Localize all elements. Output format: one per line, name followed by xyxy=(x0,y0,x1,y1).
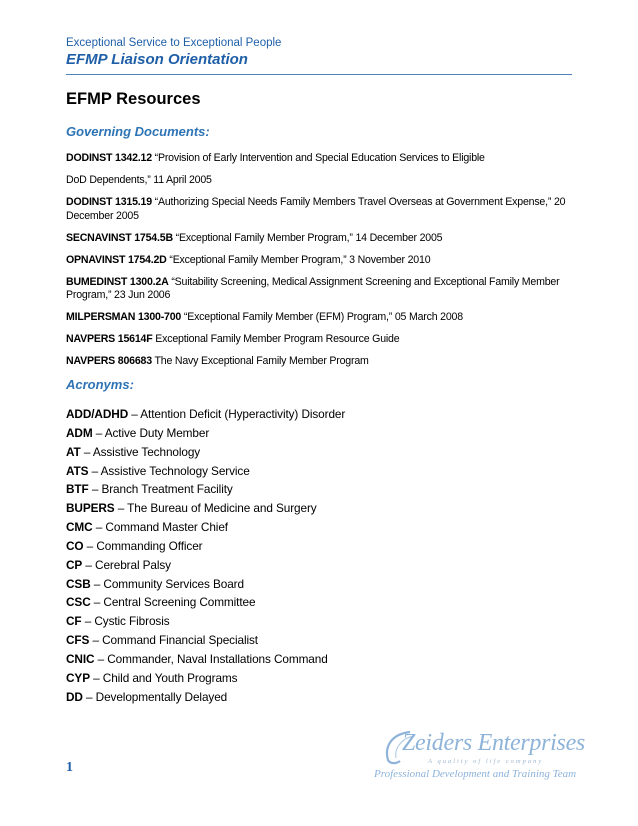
acronym-item xyxy=(66,405,345,424)
document-code: BUMEDINST 1300.2A xyxy=(66,275,169,288)
document-title: Exceptional Family Member Program Resource Guide xyxy=(152,333,400,345)
acronym-definition: – Commanding Officer xyxy=(83,538,203,553)
governing-document-item xyxy=(66,196,576,223)
document-title: “Suitability Screening, Medical Assignment Screening and Exceptional Family Member Program,” 23 Jun 2006 xyxy=(66,275,560,301)
acronym-definition: – The Bureau of Medicine and Surgery xyxy=(114,501,317,516)
zeiders-logo xyxy=(374,728,595,784)
acronyms-list xyxy=(66,405,345,707)
governing-document-item xyxy=(66,311,576,325)
acronym-abbreviation: CNIC xyxy=(66,651,95,666)
governing-document-item xyxy=(66,174,576,188)
page-title: EFMP Resources xyxy=(66,90,201,108)
acronym-definition: – Cerebral Palsy xyxy=(82,557,171,572)
document-title: “Authorizing Special Needs Family Members Travel Overseas at Government Expense,” 20 December 2005 xyxy=(66,196,566,222)
acronym-definition: – Commander, Naval Installations Command xyxy=(94,651,328,666)
document-title: “Provision of Early Intervention and Special Education Services to Eligible xyxy=(151,152,485,164)
acronym-item xyxy=(66,593,345,612)
acronym-abbreviation: CMC xyxy=(66,520,93,535)
acronym-item xyxy=(66,518,345,537)
document-code: SECNAVINST 1754.5B xyxy=(66,231,173,244)
governing-document-item xyxy=(66,333,576,347)
governing-document-item xyxy=(66,254,576,268)
governing-document-item xyxy=(66,355,576,369)
acronym-definition: – Command Financial Specialist xyxy=(89,633,258,648)
acronym-definition: – Assistive Technology xyxy=(80,444,201,459)
acronym-definition: – Command Master Chief xyxy=(92,520,228,535)
document-code: NAVPERS 15614F xyxy=(66,333,153,345)
document-title: “Exceptional Family Member Program,” 3 November 2010 xyxy=(166,253,431,266)
header-subtitle: Exceptional Service to Exceptional People xyxy=(66,37,282,49)
acronym-abbreviation: ADM xyxy=(66,425,93,440)
acronym-definition: – Child and Youth Programs xyxy=(89,670,238,685)
acronym-item xyxy=(66,650,345,669)
acronym-abbreviation: CF xyxy=(66,614,82,629)
acronym-abbreviation: CSB xyxy=(66,576,91,591)
document-code: DODINST 1315.19 xyxy=(66,196,152,208)
acronym-definition: – Cystic Fibrosis xyxy=(81,614,170,629)
acronym-definition: – Active Duty Member xyxy=(92,425,210,440)
document-title: DoD Dependents,” 11 April 2005 xyxy=(66,174,212,186)
acronym-item xyxy=(66,443,345,462)
acronym-item xyxy=(66,631,345,650)
document-title: “Exceptional Family Member Program,” 14 December 2005 xyxy=(172,231,443,244)
acronym-item xyxy=(66,499,345,518)
document-code: MILPERSMAN 1300-700 xyxy=(66,311,182,323)
governing-document-item xyxy=(66,152,576,166)
acronym-item xyxy=(66,556,345,575)
acronym-item xyxy=(66,424,345,443)
acronym-abbreviation: DD xyxy=(66,689,83,704)
governing-document-item xyxy=(66,232,576,246)
acronym-item xyxy=(66,612,345,631)
document-code: NAVPERS 806683 xyxy=(66,355,152,367)
acronym-definition: – Branch Treatment Facility xyxy=(88,482,233,497)
acronym-abbreviation: AT xyxy=(66,444,81,459)
governing-document-item xyxy=(66,276,576,303)
acronym-item xyxy=(66,669,345,688)
acronym-abbreviation: CFS xyxy=(66,633,90,648)
acronym-item xyxy=(66,480,345,499)
acronym-definition: – Central Screening Committee xyxy=(90,595,256,610)
acronym-abbreviation: ATS xyxy=(66,463,89,478)
acronyms-heading: Acronyms: xyxy=(66,377,134,392)
acronym-item xyxy=(66,462,345,481)
acronym-definition: – Developmentally Delayed xyxy=(82,689,228,704)
acronym-abbreviation: CSC xyxy=(66,595,91,610)
document-code: DODINST 1342.12 xyxy=(66,152,152,164)
acronym-item xyxy=(66,537,345,556)
acronym-abbreviation: CYP xyxy=(66,670,90,685)
document-title: The Navy Exceptional Family Member Program xyxy=(151,355,369,367)
acronym-abbreviation: BTF xyxy=(66,482,89,497)
header-title: EFMP Liaison Orientation xyxy=(66,51,248,68)
acronym-abbreviation: BUPERS xyxy=(66,501,115,516)
document-code: OPNAVINST 1754.2D xyxy=(66,253,167,266)
acronym-item xyxy=(66,688,345,707)
acronym-definition: – Community Services Board xyxy=(90,576,244,591)
page-number: 1 xyxy=(66,760,73,775)
acronym-abbreviation: CP xyxy=(66,557,83,572)
acronym-definition: – Assistive Technology Service xyxy=(88,463,250,478)
acronym-abbreviation: CO xyxy=(66,538,84,553)
governing-documents-list xyxy=(66,152,576,377)
logo-team-text: Professional Development and Training Team xyxy=(374,768,577,780)
governing-documents-heading: Governing Documents: xyxy=(66,124,210,139)
acronym-abbreviation: ADD/ADHD xyxy=(66,407,129,421)
header-divider xyxy=(66,74,572,75)
logo-name: Zeiders Enterprises xyxy=(402,730,585,756)
document-title: “Exceptional Family Member (EFM) Program,” 05 March 2008 xyxy=(181,311,463,323)
logo-tagline: A quality of life company xyxy=(428,758,544,765)
acronym-item xyxy=(66,575,345,594)
acronym-definition: – Attention Deficit (Hyperactivity) Disorder xyxy=(128,407,346,421)
